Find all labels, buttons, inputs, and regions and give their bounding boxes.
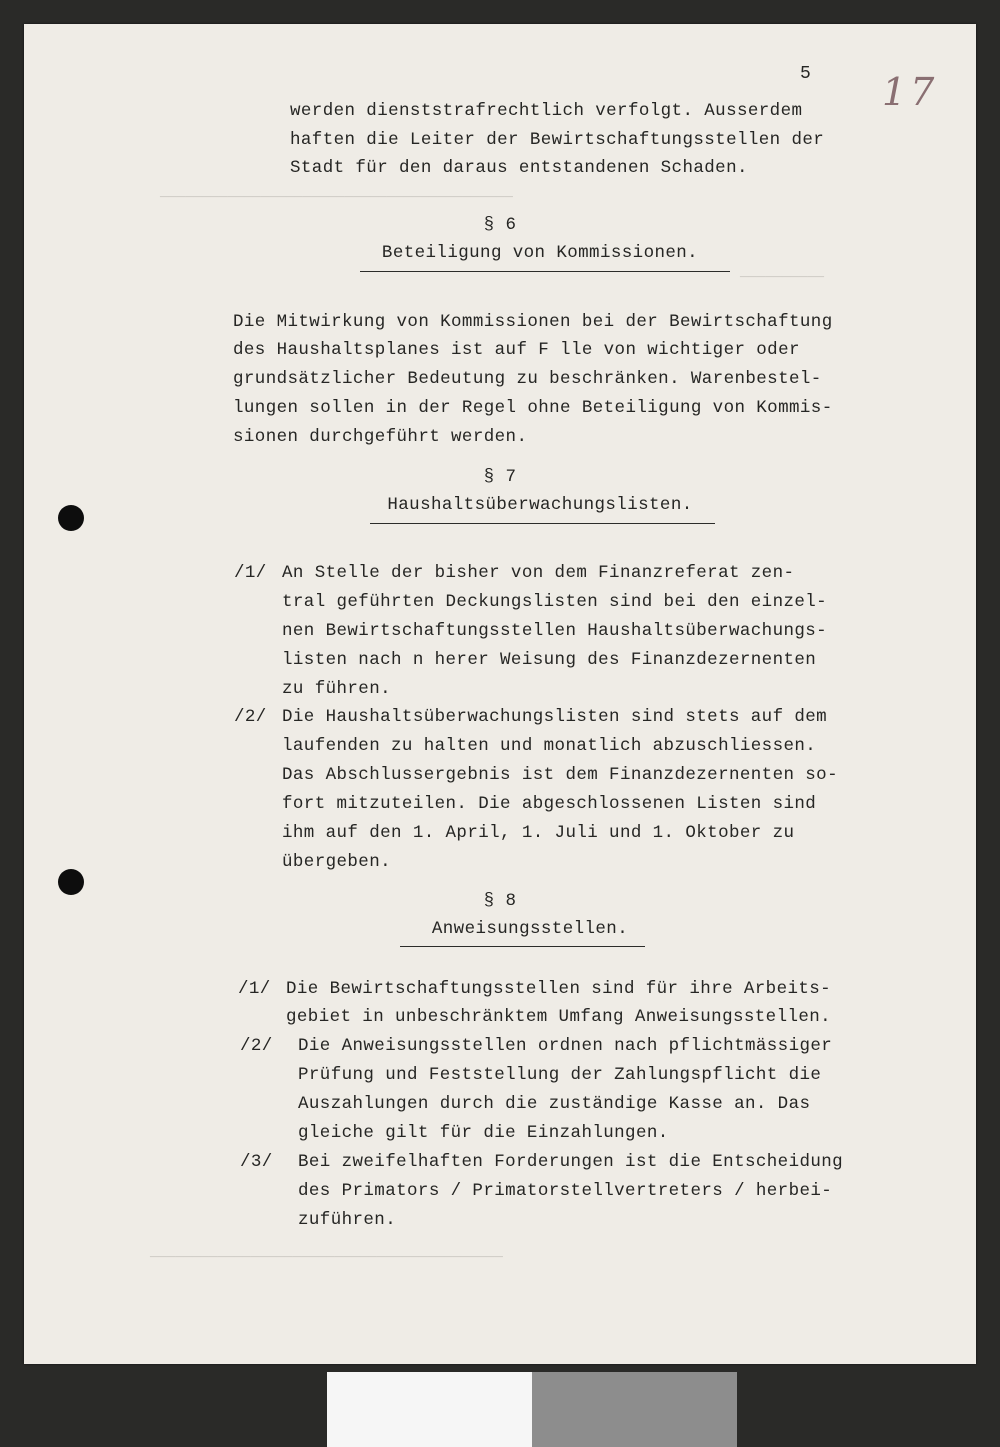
calibration-strip-white	[327, 1372, 532, 1447]
section-6-line: sionen durchgeführt werden.	[233, 427, 528, 447]
section-8-heading: Anweisungsstellen.	[431, 919, 629, 939]
section-8-item-label: /2/	[240, 1036, 273, 1056]
section-7-item-line: An Stelle der bisher von dem Finanzreferat zen-	[282, 563, 795, 583]
section-8-item-line: Bei zweifelhaften Forderungen ist die Entscheidung	[298, 1152, 844, 1172]
handwritten-folio-number: 17	[882, 70, 939, 114]
section-6-line: Die Mitwirkung von Kommissionen bei der Bewirtschaftung	[233, 312, 833, 332]
section-7-item-line: nen Bewirtschaftungsstellen Haushaltsüberwachungs-	[282, 621, 828, 641]
intro-line: werden dienststrafrechtlich verfolgt. Ausserdem	[290, 101, 803, 121]
section-7-item-line: laufenden zu halten und monatlich abzuschliessen.	[282, 736, 817, 756]
bleed-through-text: ──────────────────────────────────────────	[160, 190, 513, 206]
section-8-item-line: gleiche gilt für die Einzahlungen.	[298, 1123, 669, 1143]
bleed-through-text: ──────────────────────────────────────────	[150, 1250, 503, 1266]
section-8-item-line: Die Anweisungsstellen ordnen nach pflichtmässiger	[298, 1036, 833, 1056]
section-7-heading: Haushaltsüberwachungslisten.	[387, 495, 693, 515]
section-7-item-line: ihm auf den 1. April, 1. Juli und 1. Oktober zu	[282, 823, 795, 843]
section-7-item-line: übergeben.	[282, 852, 392, 872]
intro-line: haften die Leiter der Bewirtschaftungsstellen der	[290, 130, 825, 150]
section-7-item-line: Das Abschlussergebnis ist dem Finanzdezernenten so-	[282, 765, 838, 785]
section-6-number: § 6	[483, 215, 517, 235]
section-6-underline	[360, 271, 730, 272]
section-8-underline	[400, 946, 645, 947]
punch-hole	[58, 505, 84, 531]
section-8-item-line: Die Bewirtschaftungsstellen sind für ihre Arbeits-	[286, 979, 832, 999]
section-6-heading: Beteiligung von Kommissionen.	[381, 243, 699, 263]
section-7-item-line: fort mitzuteilen. Die abgeschlossenen Listen sind	[282, 794, 817, 814]
section-7-underline	[370, 523, 715, 524]
page-number: 5	[800, 64, 811, 84]
section-8-item-line: Prüfung und Feststellung der Zahlungspflicht die	[298, 1065, 822, 1085]
calibration-strip-grey	[532, 1372, 737, 1447]
section-8-item-label: /3/	[240, 1152, 273, 1172]
section-7-item-label: /1/	[234, 563, 267, 583]
section-7-item-line: listen nach n herer Weisung des Finanzdezernenten	[282, 650, 817, 670]
section-6-line: des Haushaltsplanes ist auf F lle von wichtiger oder	[233, 340, 800, 360]
punch-hole	[58, 869, 84, 895]
section-8-item-line: gebiet in unbeschränktem Umfang Anweisungsstellen.	[286, 1007, 832, 1027]
section-6-line: lungen sollen in der Regel ohne Beteiligung von Kommis-	[233, 398, 833, 418]
section-7-item-label: /2/	[234, 707, 267, 727]
section-7-item-line: tral geführten Deckungslisten sind bei den einzel-	[282, 592, 828, 612]
section-8-item-label: /1/	[238, 979, 271, 999]
section-8-item-line: zuführen.	[298, 1210, 397, 1230]
section-7-item-line: zu führen.	[282, 679, 392, 699]
intro-line: Stadt für den daraus entstandenen Schaden.	[290, 158, 748, 178]
section-8-number: § 8	[483, 891, 517, 911]
section-8-item-line: des Primators / Primatorstellvertreters / herbei-	[298, 1181, 833, 1201]
section-6-line: grundsätzlicher Bedeutung zu beschränken. Warenbestel-	[233, 369, 822, 389]
section-8-item-line: Auszahlungen durch die zuständige Kasse an. Das	[298, 1094, 811, 1114]
section-7-item-line: Die Haushaltsüberwachungslisten sind stets auf dem	[282, 707, 828, 727]
bleed-through-text: ──────────	[740, 270, 825, 286]
section-7-number: § 7	[483, 467, 517, 487]
